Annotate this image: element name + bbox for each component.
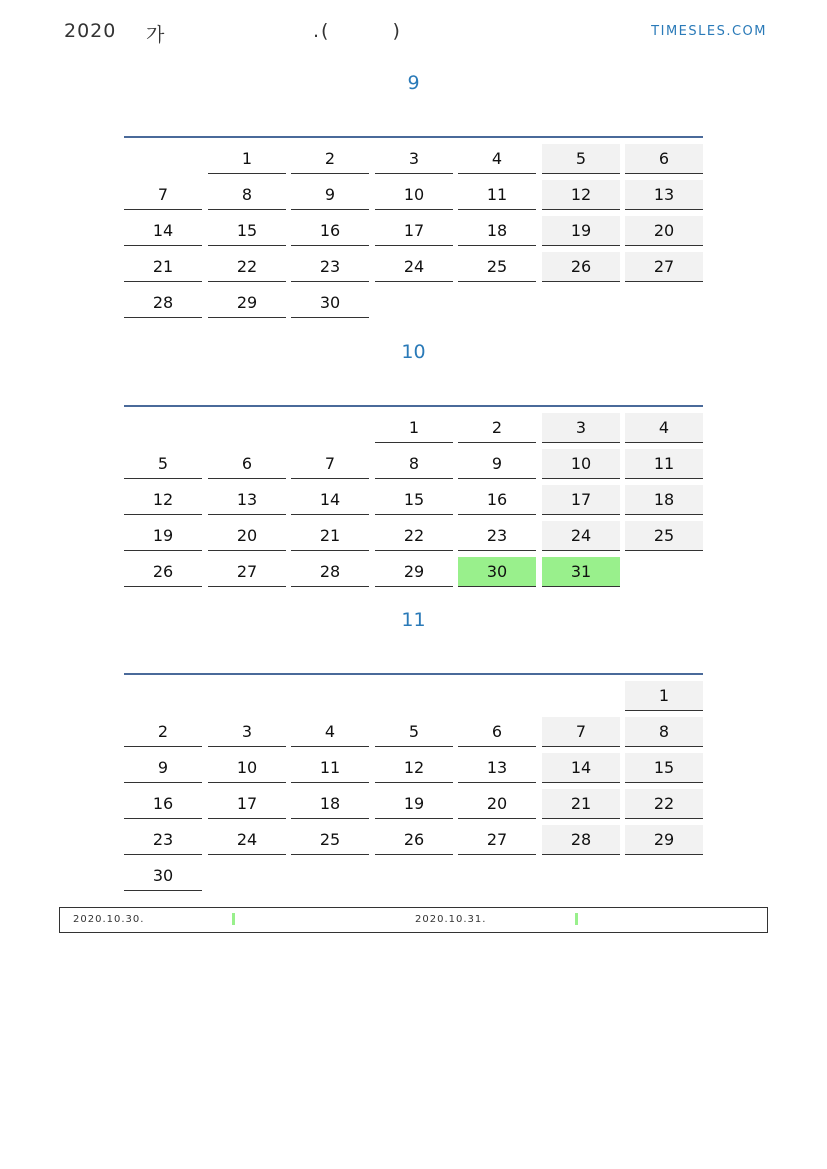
month-divider: [124, 405, 703, 407]
day-cell: 7: [542, 717, 620, 747]
day-cell: 24: [375, 252, 453, 282]
day-cell: 5: [375, 717, 453, 747]
day-cell: 9: [291, 180, 369, 210]
month-title: 10: [401, 341, 426, 363]
day-cell: 15: [208, 216, 286, 246]
day-cell: 22: [375, 521, 453, 551]
day-cell: 29: [375, 557, 453, 587]
month-title: 9: [407, 72, 420, 94]
day-cell: 11: [625, 449, 703, 479]
day-cell: 19: [124, 521, 202, 551]
day-cell: 18: [458, 216, 536, 246]
day-cell: 6: [625, 144, 703, 174]
day-cell: 30: [124, 861, 202, 891]
day-cell: 4: [625, 413, 703, 443]
day-cell: 27: [458, 825, 536, 855]
day-cell: 1: [375, 413, 453, 443]
day-cell: 29: [208, 288, 286, 318]
day-cell: 10: [208, 753, 286, 783]
day-cell: 8: [208, 180, 286, 210]
day-cell: 23: [458, 521, 536, 551]
day-cell: 9: [458, 449, 536, 479]
day-cell: 23: [291, 252, 369, 282]
day-cell: 25: [291, 825, 369, 855]
day-cell: 26: [542, 252, 620, 282]
day-cell: 28: [291, 557, 369, 587]
day-cell: 9: [124, 753, 202, 783]
day-cell: 3: [542, 413, 620, 443]
day-cell: 21: [124, 252, 202, 282]
day-cell: 10: [375, 180, 453, 210]
title-hangul: 가: [146, 24, 165, 46]
day-cell: 19: [542, 216, 620, 246]
day-cell: 12: [542, 180, 620, 210]
day-cell: 12: [124, 485, 202, 515]
day-cell: 30: [458, 557, 536, 587]
day-cell: 13: [458, 753, 536, 783]
day-cell: 28: [542, 825, 620, 855]
day-cell: 19: [375, 789, 453, 819]
day-cell: 28: [124, 288, 202, 318]
day-cell: 7: [124, 180, 202, 210]
day-cell: 27: [625, 252, 703, 282]
day-cell: 16: [458, 485, 536, 515]
day-cell: 20: [458, 789, 536, 819]
day-cell: 18: [291, 789, 369, 819]
day-cell: 1: [208, 144, 286, 174]
day-cell: 7: [291, 449, 369, 479]
legend-date-2: 2020.10.31.: [415, 914, 487, 925]
day-cell: 14: [542, 753, 620, 783]
day-cell: 22: [208, 252, 286, 282]
day-cell: 6: [208, 449, 286, 479]
day-cell: 8: [625, 717, 703, 747]
month-divider: [124, 673, 703, 675]
paren-close: ): [392, 20, 402, 42]
day-cell: 26: [124, 557, 202, 587]
month-divider: [124, 136, 703, 138]
day-cell: 17: [375, 216, 453, 246]
day-cell: 13: [625, 180, 703, 210]
day-cell: 1: [625, 681, 703, 711]
day-cell: 23: [124, 825, 202, 855]
day-cell: 24: [542, 521, 620, 551]
day-cell: 6: [458, 717, 536, 747]
day-cell: 15: [375, 485, 453, 515]
day-cell: 4: [458, 144, 536, 174]
day-cell: 3: [375, 144, 453, 174]
day-cell: 21: [291, 521, 369, 551]
day-cell: 2: [124, 717, 202, 747]
month-title: 11: [401, 609, 426, 631]
day-cell: 2: [458, 413, 536, 443]
day-cell: 5: [542, 144, 620, 174]
day-cell: 5: [124, 449, 202, 479]
day-cell: 31: [542, 557, 620, 587]
day-cell: 21: [542, 789, 620, 819]
day-cell: 13: [208, 485, 286, 515]
day-cell: 8: [375, 449, 453, 479]
legend-marker-1: [232, 913, 235, 925]
day-cell: 18: [625, 485, 703, 515]
day-cell: 11: [291, 753, 369, 783]
brand-link[interactable]: TIMESLES.COM: [651, 24, 767, 39]
legend-date-1: 2020.10.30.: [73, 914, 145, 925]
day-cell: 12: [375, 753, 453, 783]
day-cell: 4: [291, 717, 369, 747]
day-cell: 14: [291, 485, 369, 515]
day-cell: 25: [625, 521, 703, 551]
day-cell: 26: [375, 825, 453, 855]
day-cell: 22: [625, 789, 703, 819]
day-cell: 16: [291, 216, 369, 246]
paren-open: .(: [313, 20, 331, 42]
day-cell: 11: [458, 180, 536, 210]
day-cell: 17: [542, 485, 620, 515]
legend-marker-2: [575, 913, 578, 925]
day-cell: 25: [458, 252, 536, 282]
title-year: 2020: [64, 20, 117, 42]
day-cell: 14: [124, 216, 202, 246]
day-cell: 17: [208, 789, 286, 819]
day-cell: 3: [208, 717, 286, 747]
day-cell: 15: [625, 753, 703, 783]
day-cell: 24: [208, 825, 286, 855]
day-cell: 27: [208, 557, 286, 587]
legend-box: [59, 907, 768, 933]
title-parenthesis: [313, 20, 402, 42]
day-cell: 20: [625, 216, 703, 246]
day-cell: 30: [291, 288, 369, 318]
day-cell: 20: [208, 521, 286, 551]
day-cell: 2: [291, 144, 369, 174]
day-cell: 16: [124, 789, 202, 819]
page-header: [0, 0, 827, 60]
day-cell: 10: [542, 449, 620, 479]
day-cell: 29: [625, 825, 703, 855]
